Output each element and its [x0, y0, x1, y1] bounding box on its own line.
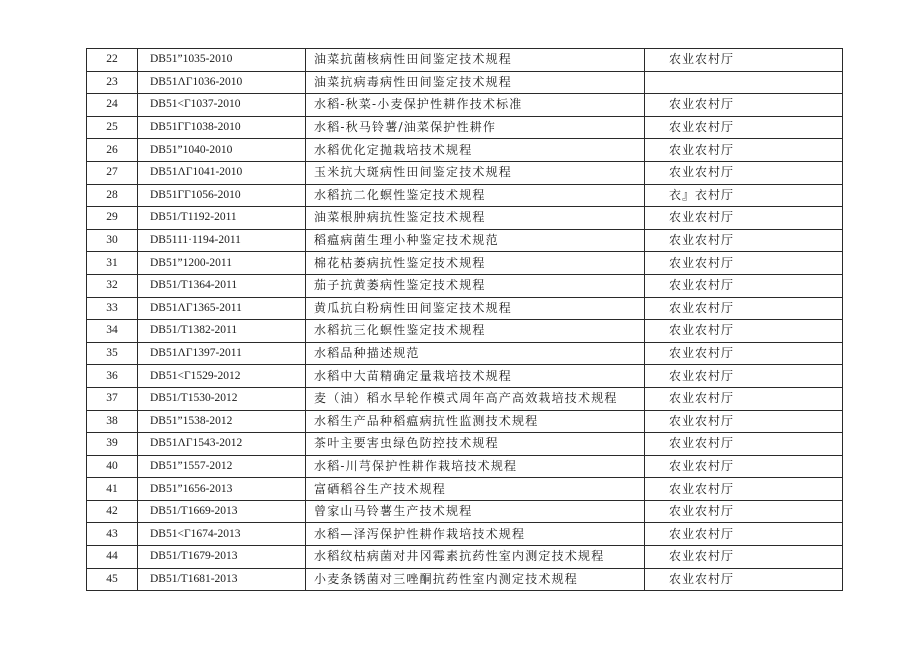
standard-title: 油菜根肿病抗性鉴定技术规程 [306, 207, 645, 230]
department: 农业农村厅 [645, 387, 843, 410]
standard-title: 玉米抗大斑病性田间鉴定技术规程 [306, 161, 645, 184]
standard-code: DB51”1557-2012 [138, 455, 306, 478]
department: 农业农村厅 [645, 297, 843, 320]
table-row [87, 455, 843, 478]
row-number: 25 [87, 116, 138, 139]
standards-table-container [86, 48, 820, 591]
row-number: 43 [87, 523, 138, 546]
table-row [87, 184, 843, 207]
table-row [87, 94, 843, 117]
standard-code: DB51”1538-2012 [138, 410, 306, 433]
standard-title: 水稻优化定抛栽培技术规程 [306, 139, 645, 162]
standard-title: 稻瘟病菌生理小种鉴定技术规范 [306, 229, 645, 252]
standard-code: DB51ΛΓ1543-2012 [138, 433, 306, 456]
standard-title: 水稻生产品种稻瘟病抗性监测技术规程 [306, 410, 645, 433]
row-number: 30 [87, 229, 138, 252]
row-number: 29 [87, 207, 138, 230]
table-row [87, 49, 843, 72]
row-number: 33 [87, 297, 138, 320]
standard-title: 水稻抗三化螟性鉴定技术规程 [306, 320, 645, 343]
table-row [87, 252, 843, 275]
department: 农业农村厅 [645, 252, 843, 275]
department: 农业农村厅 [645, 49, 843, 72]
department: 农业农村厅 [645, 94, 843, 117]
table-row [87, 207, 843, 230]
row-number: 36 [87, 365, 138, 388]
table-row [87, 410, 843, 433]
row-number: 38 [87, 410, 138, 433]
row-number: 35 [87, 342, 138, 365]
standard-code: DB51/T1382-2011 [138, 320, 306, 343]
row-number: 23 [87, 71, 138, 94]
standard-code: DB51<Γ1674-2013 [138, 523, 306, 546]
standard-code: DB5111·1194-2011 [138, 229, 306, 252]
standards-table-body [87, 49, 843, 591]
department: 农业农村厅 [645, 320, 843, 343]
standard-code: DB51ΛΓ1365-2011 [138, 297, 306, 320]
table-row [87, 71, 843, 94]
table-row [87, 320, 843, 343]
standard-code: DB51ΛΓ1036-2010 [138, 71, 306, 94]
table-row [87, 274, 843, 297]
row-number: 31 [87, 252, 138, 275]
standard-code: DB51”1656-2013 [138, 478, 306, 501]
table-row [87, 116, 843, 139]
department: 农业农村厅 [645, 207, 843, 230]
standard-code: DB51”1035-2010 [138, 49, 306, 72]
standard-code: DB51/T1669-2013 [138, 500, 306, 523]
table-row [87, 139, 843, 162]
table-row [87, 387, 843, 410]
department [645, 71, 843, 94]
table-row [87, 546, 843, 569]
standard-title: 水稻品种描述规范 [306, 342, 645, 365]
standard-code: DB51/T1681-2013 [138, 568, 306, 591]
department: 农业农村厅 [645, 455, 843, 478]
standard-code: DB51/T1192-2011 [138, 207, 306, 230]
department: 衣』衣村厅 [645, 184, 843, 207]
row-number: 24 [87, 94, 138, 117]
standard-code: DB51ΛΓ1397-2011 [138, 342, 306, 365]
department: 农业农村厅 [645, 478, 843, 501]
standard-code: DB51ΓΓ1056-2010 [138, 184, 306, 207]
standard-title: 油菜抗菌核病性田间鉴定技术规程 [306, 49, 645, 72]
department: 农业农村厅 [645, 410, 843, 433]
department: 农业农村厅 [645, 139, 843, 162]
department: 农业农村厅 [645, 161, 843, 184]
table-row [87, 500, 843, 523]
department: 农业农村厅 [645, 523, 843, 546]
table-row [87, 433, 843, 456]
row-number: 34 [87, 320, 138, 343]
standard-code: DB51ΓΓ1038-2010 [138, 116, 306, 139]
standard-title: 水稻-秋马铃薯/油菜保护性耕作 [306, 116, 645, 139]
department: 农业农村厅 [645, 365, 843, 388]
table-row [87, 297, 843, 320]
row-number: 44 [87, 546, 138, 569]
standard-title: 水稻中大苗精确定量栽培技术规程 [306, 365, 645, 388]
standard-title: 曾家山马铃薯生产技术规程 [306, 500, 645, 523]
standards-table [86, 48, 843, 591]
standard-code: DB51/T1364-2011 [138, 274, 306, 297]
department: 农业农村厅 [645, 433, 843, 456]
standard-title: 水稻纹枯病菌对井冈霉素抗药性室内测定技术规程 [306, 546, 645, 569]
table-row [87, 523, 843, 546]
standard-title: 油菜抗病毒病性田间鉴定技术规程 [306, 71, 645, 94]
standard-title: 茄子抗黄萎病性鉴定技术规程 [306, 274, 645, 297]
table-row [87, 365, 843, 388]
standard-title: 棉花枯萎病抗性鉴定技术规程 [306, 252, 645, 275]
row-number: 26 [87, 139, 138, 162]
row-number: 32 [87, 274, 138, 297]
row-number: 27 [87, 161, 138, 184]
table-row [87, 568, 843, 591]
standard-code: DB51ΛΓ1041-2010 [138, 161, 306, 184]
standard-code: DB51/T1679-2013 [138, 546, 306, 569]
table-row [87, 478, 843, 501]
standard-title: 富硒稻谷生产技术规程 [306, 478, 645, 501]
department: 农业农村厅 [645, 229, 843, 252]
standard-title: 黄瓜抗白粉病性田间鉴定技术规程 [306, 297, 645, 320]
standard-title: 水稻-川芎保护性耕作栽培技术规程 [306, 455, 645, 478]
table-row [87, 161, 843, 184]
department: 农业农村厅 [645, 546, 843, 569]
standard-code: DB51/T1530-2012 [138, 387, 306, 410]
row-number: 40 [87, 455, 138, 478]
department: 农业农村厅 [645, 568, 843, 591]
row-number: 41 [87, 478, 138, 501]
table-row [87, 342, 843, 365]
standard-title: 茶叶主要害虫绿色防控技术规程 [306, 433, 645, 456]
department: 农业农村厅 [645, 500, 843, 523]
row-number: 42 [87, 500, 138, 523]
standard-title: 水稻—泽泻保护性耕作栽培技术规程 [306, 523, 645, 546]
standard-code: DB51”1200-2011 [138, 252, 306, 275]
row-number: 45 [87, 568, 138, 591]
table-row [87, 229, 843, 252]
department: 农业农村厅 [645, 342, 843, 365]
department: 农业农村厅 [645, 274, 843, 297]
row-number: 22 [87, 49, 138, 72]
standard-title: 水稻-秋菜-小麦保护性耕作技术标准 [306, 94, 645, 117]
standard-title: 水稻抗二化螟性鉴定技术规程 [306, 184, 645, 207]
standard-code: DB51<Γ1037-2010 [138, 94, 306, 117]
department: 农业农村厅 [645, 116, 843, 139]
row-number: 37 [87, 387, 138, 410]
row-number: 39 [87, 433, 138, 456]
standard-title: 麦（油）稻水旱轮作模式周年高产高效栽培技术规程 [306, 387, 645, 410]
standard-code: DB51<Γ1529-2012 [138, 365, 306, 388]
standard-title: 小麦条锈菌对三唑酮抗药性室内测定技术规程 [306, 568, 645, 591]
standard-code: DB51”1040-2010 [138, 139, 306, 162]
row-number: 28 [87, 184, 138, 207]
